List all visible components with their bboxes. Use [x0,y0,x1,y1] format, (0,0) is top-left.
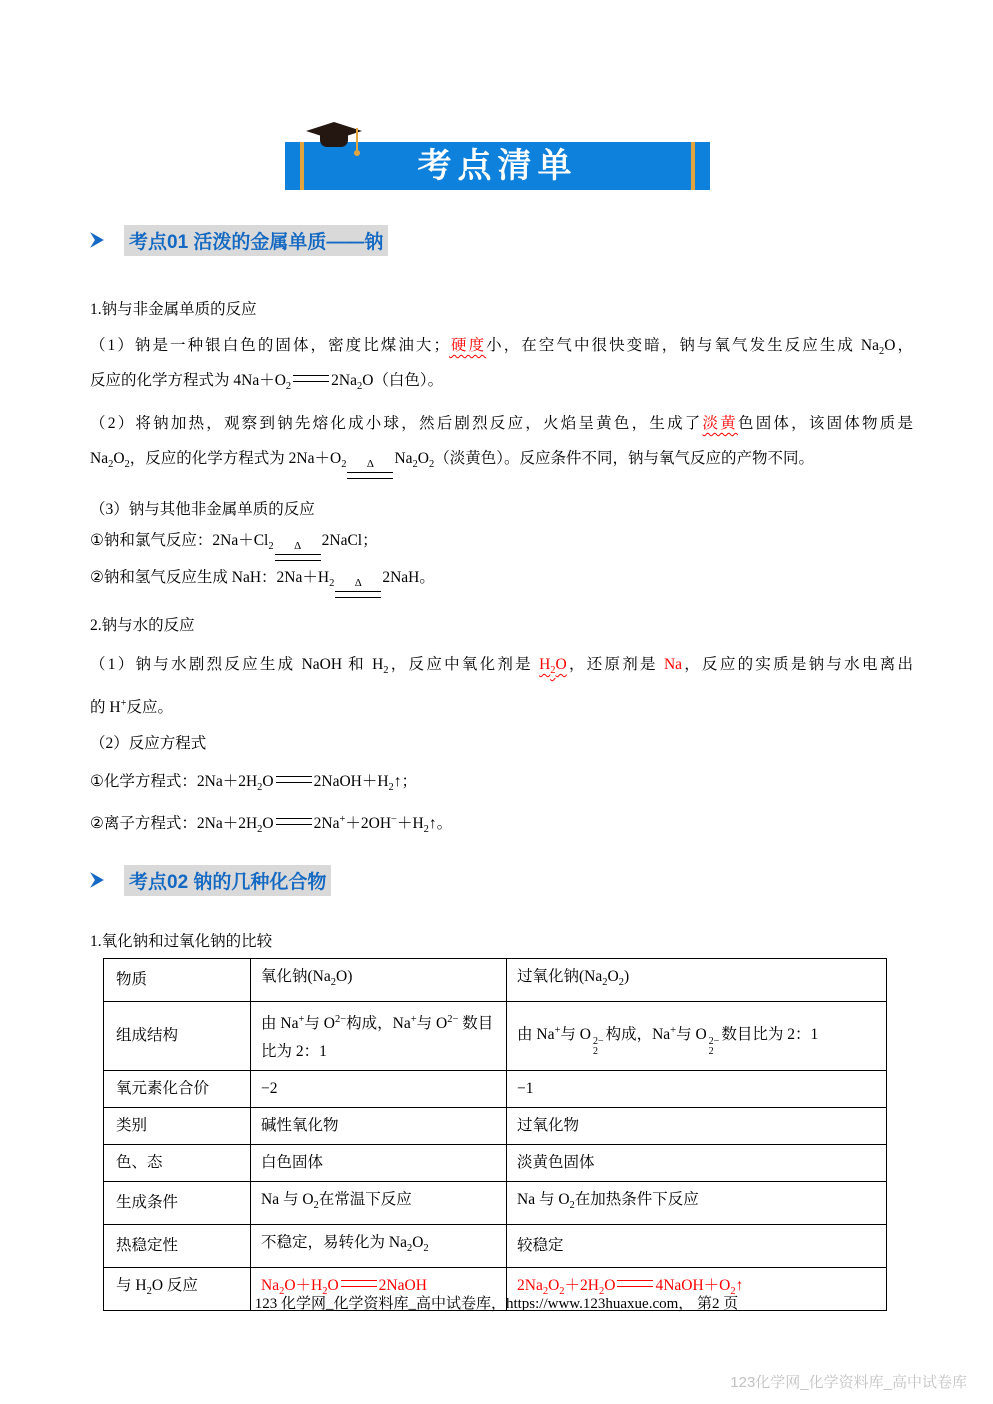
table-cell: $2Na_2O_2+2H_2O$ $4NaOH+O_2↑$ [507,1268,887,1311]
text-line-l12: （2）反应方程式 [90,735,207,752]
delta-equals: Δ [347,459,393,479]
table-row [104,1225,887,1268]
text-line-l5: $Na_2O_2$，反应的化学方程式为 $2Na+O_2$ Δ $Na_2O_2$（淡黄色）。反应条件不同，钠与氧气反应的产物不同。 [90,446,913,479]
table-cell: 氧元素化合价 [104,1071,251,1108]
table-cell: −2 [251,1071,507,1108]
text-line-l1: 1.钠与非金属单质的反应 [90,301,257,318]
text-line-l4: （2）将钠加热，观察到钠先熔化成小球，然后剧烈反应，火焰呈黄色，生成了淡黄色固体，该固体物质是 [90,415,913,432]
double-bond-equals [293,375,329,382]
text-line-l2: （1）钠是一种银白色的固体，密度比煤油大；硬度小，在空气中很快变暗，钠与氧气发生反应生成 $Na_2O$， [90,337,913,357]
text-line-l13: ①化学方程式：$2Na+2H_2O$ $2NaOH+H_2↑$； [90,773,418,793]
double-bond-equals [276,818,312,825]
text-line-l8: ②钠和氢气反应生成 NaH：$2Na+H_2$ Δ 2NaH。 [90,565,913,598]
table-cell: 过氧化钠$(Na_2O_2)$ [507,959,887,1002]
double-bond-equals [276,776,312,783]
table-cell: $Na_2O+H_2O$ 2NaOH [251,1268,507,1311]
section-header-01 [90,226,388,254]
text-line-l11: 的 H+反应。 [90,698,174,716]
text-line-l3: 反应的化学方程式为 $4Na+O_2$ $2Na_2O$（白色）。 [90,372,444,392]
banner-gold-bar-right [691,142,695,190]
table-cell: 碱性氧化物 [251,1108,507,1145]
delta-equals: Δ [335,578,381,598]
table-cell: 淡黄色固体 [507,1145,887,1182]
text-line-l9: 2.钠与水的反应 [90,617,195,634]
stacked-ion-charge: 2− 2 [708,1035,720,1057]
table-row [104,1108,887,1145]
cap-tassel [356,128,358,152]
text-line-l7: ①钠和氯气反应：$2Na+Cl_2$ Δ 2NaCl； [90,528,913,561]
cap-base [320,132,348,147]
text-line-l10: （1）钠与水剧烈反应生成 NaOH 和 $H_2$，反应中氧化剂是 $H_2O$，还原剂是 Na，反应的实质是钠与水电离出 [90,656,913,676]
table-cell: 由 Na+与 O 2− 2 构成，Na+与 O 2− 2 数目比为 2：1 [507,1002,887,1071]
stacked-ion-charge: 2− 2 [592,1035,604,1057]
text-line-l14: ②离子方程式：$2Na+2H_2O$ $2Na^++2OH^-+H_2↑$。 [90,814,453,835]
table-cell: Na 与 $O_2$在常温下反应 [251,1182,507,1225]
table-cell: Na 与 $O_2$在加热条件下反应 [507,1182,887,1225]
watermark-text: 123化学网_化学资料库_高中试卷库 [730,1374,967,1391]
text-line-l15: 1.氧化钠和过氧化钠的比较 [90,933,273,950]
table-cell: 白色固体 [251,1145,507,1182]
table-cell: 生成条件 [104,1182,251,1225]
table-row [104,1002,887,1071]
table-row [104,1145,887,1182]
table-row [104,1071,887,1108]
section-title: 考点02 钠的几种化合物 [124,865,331,896]
footer-text: 123 化学网_化学资料库_高中试卷库，https://www.123huaxue.com， 第2 页 [254,1296,739,1312]
section-title: 考点01 活泼的金属单质——钠 [124,225,388,256]
table-cell: 类别 [104,1108,251,1145]
arrow-bullet-icon [90,872,104,888]
table-cell: 过氧化物 [507,1108,887,1145]
table-cell: −1 [507,1071,887,1108]
double-bond-equals [341,1280,377,1287]
arrow-bullet-icon [90,232,104,248]
table-cell: 不稳定，易转化为 $Na_2O_2$ [251,1225,507,1268]
comparison-table [103,958,887,1311]
section-header-02 [90,866,331,894]
table-cell: 由 Na+与 $O^{2-}$构成，Na+与 $O^{2-}$ 数目比为 2：1 [251,1002,507,1071]
table-cell: 热稳定性 [104,1225,251,1268]
table-row [104,959,887,1002]
table-cell: 色、态 [104,1145,251,1182]
table-cell: 与 $H_2O$ 反应 [104,1268,251,1311]
text-line-l6: （3）钠与其他非金属单质的反应 [90,501,315,518]
table-row [104,1182,887,1225]
table-cell: 氧化钠$(Na_2O)$ [251,959,507,1002]
table-cell: 较稳定 [507,1225,887,1268]
table-cell: 物质 [104,959,251,1002]
double-bond-equals [617,1280,653,1287]
banner-title: 考点清单 [417,147,578,185]
delta-equals: Δ [275,541,321,561]
graduation-cap-icon [304,118,370,164]
table-cell: 组成结构 [104,1002,251,1071]
